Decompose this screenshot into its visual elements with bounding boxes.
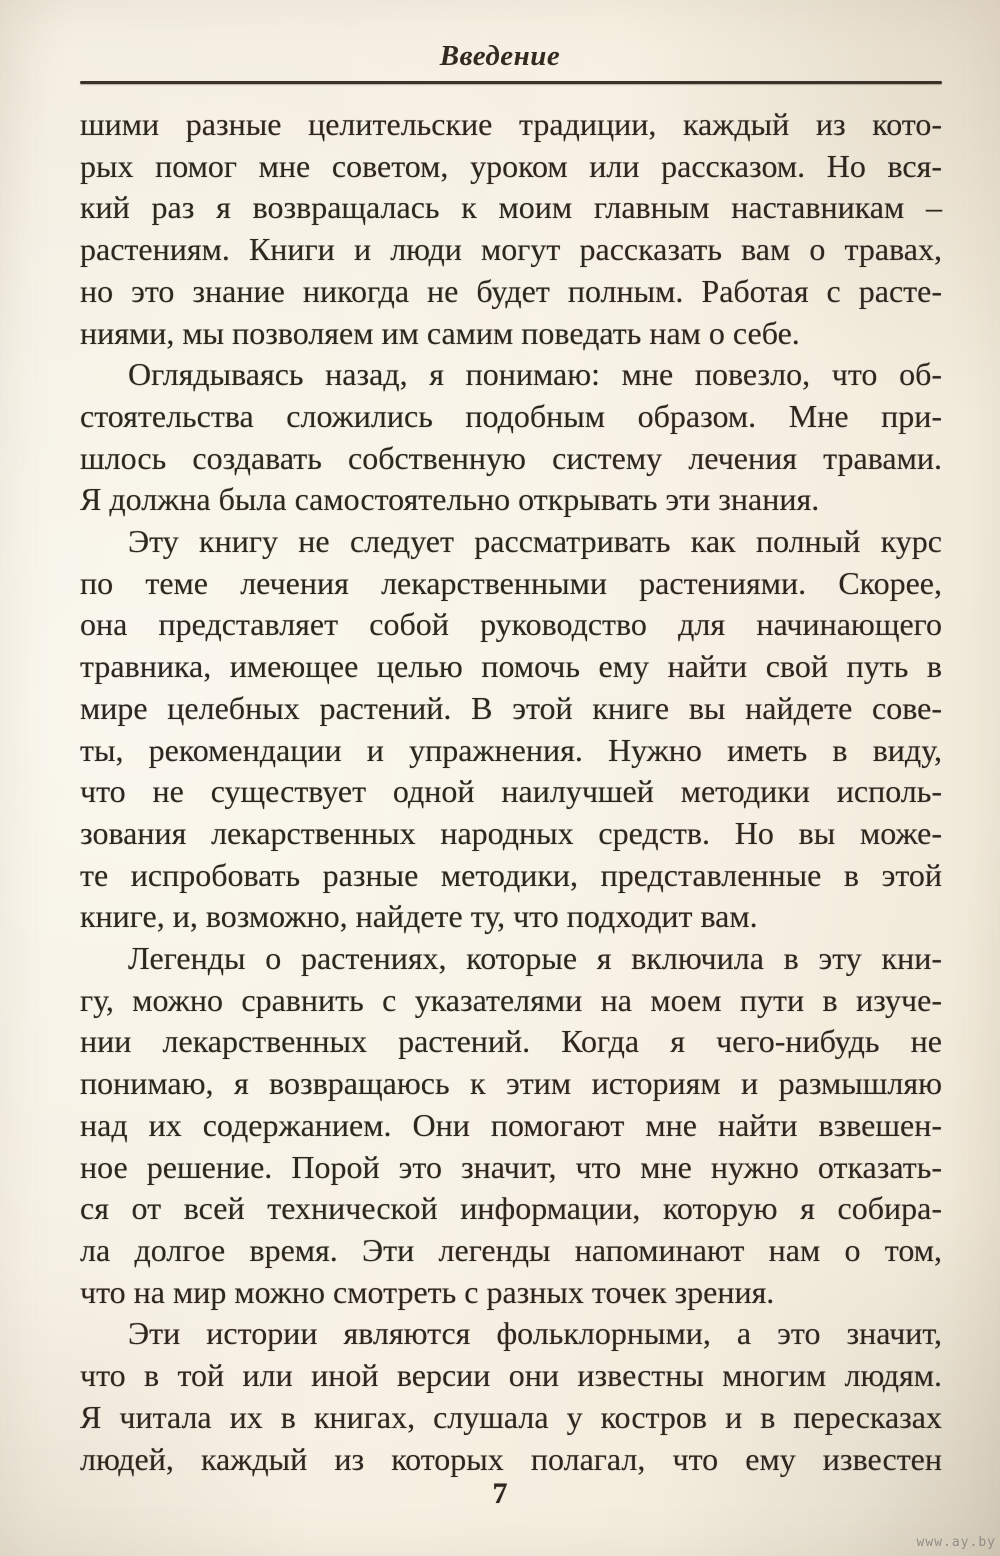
text-line: Оглядываясь назад, я понимаю: мне повезло, что об- <box>128 356 942 393</box>
text-line: над их содержанием. Они помогают мне найти взвешен- <box>80 1106 942 1143</box>
text-line: ниями, мы позволяем им самим поведать нам о себе. <box>80 314 800 351</box>
text-line: Эту книгу не следует рассматривать как полный курс <box>128 523 942 560</box>
text-line: ла долгое время. Эти легенды напоминают нам о том, <box>80 1231 942 1268</box>
text-line: Легенды о растениях, которые я включила в эту кни- <box>128 940 942 977</box>
watermark: www.ay.by <box>916 1535 996 1550</box>
text-line: понимаю, я возвращаюсь к этим историям и размышляю <box>80 1065 942 1102</box>
text-line: кий раз я возвращалась к моим главным наставникам – <box>80 189 942 226</box>
text-line: растениям. Книги и люди могут рассказать вам о травах, <box>80 231 942 268</box>
text-line: рых помог мне советом, уроком или рассказом. Но вся- <box>80 147 942 184</box>
text-line: что на мир можно смотреть с разных точек зрения. <box>80 1273 775 1310</box>
text-line: что в той или иной версии они известны многим людям. <box>80 1357 942 1394</box>
text-line: стоятельства сложились подобным образом. Мне при- <box>80 397 942 434</box>
text-line: те испробовать разные методики, представленные в этой <box>80 856 942 893</box>
text-line: травника, имеющее целью помочь ему найти свой путь в <box>80 648 942 685</box>
text-line: шими разные целительские традиции, каждый из кото- <box>80 106 942 142</box>
text-line: по теме лечения лекарственными растениями. Скорее, <box>80 564 942 601</box>
header-rule <box>80 81 942 84</box>
page-number: 7 <box>492 1477 508 1510</box>
text-line: зования лекарственных народных средств. Но вы може- <box>80 814 942 851</box>
text-line: Я должна была самостоятельно открывать эти знания. <box>80 481 820 518</box>
text-line: гу, можно сравнить с указателями на моем пути в изуче- <box>80 981 942 1018</box>
text-line: мире целебных растений. В этой книге вы найдете сове- <box>80 689 942 726</box>
text-line: она представляет собой руководство для начинающего <box>80 606 942 643</box>
text-line: Я читала их в книгах, слушала у костров и в пересказах <box>80 1398 942 1435</box>
text-line: ты, рекомендации и упражнения. Нужно иметь в виду, <box>80 731 942 768</box>
text-line: ся от всей технической информации, которую я собира- <box>80 1190 942 1227</box>
text-line: ное решение. Порой это значит, что мне нужно отказать- <box>80 1148 942 1185</box>
text-line: шлось создавать собственную систему лечения травами. <box>80 439 942 476</box>
text-line: что не существует одной наилучшей методики исполь- <box>80 773 942 810</box>
text-line: книге, и, возможно, найдете ту, что подходит вам. <box>80 898 758 935</box>
text-line: нии лекарственных растений. Когда я чего-нибудь не <box>80 1023 942 1060</box>
text-line: Эти истории являются фольклорными, а это значит, <box>128 1315 942 1352</box>
text-line: людей, каждый из которых полагал, что ему известен <box>80 1440 942 1477</box>
page-title: Введение <box>439 40 561 72</box>
text-line: но это знание никогда не будет полным. Работая с расте- <box>80 272 942 309</box>
body-text <box>80 104 942 1480</box>
